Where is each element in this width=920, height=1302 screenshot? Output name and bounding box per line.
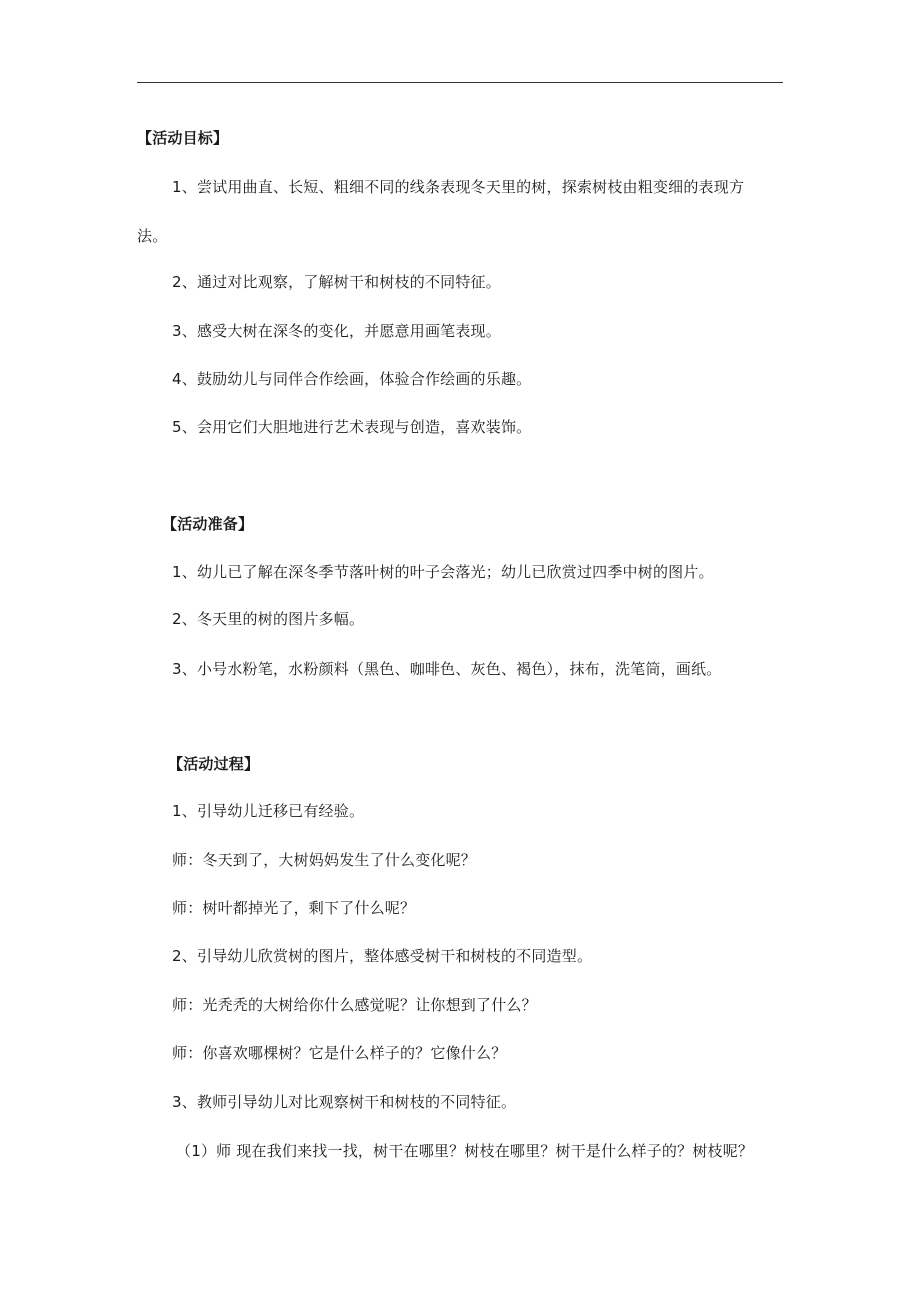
goals-item-2: 2、通过对比观察，了解树干和树枝的不同特征。: [172, 273, 501, 291]
process-question-4: 师：你喜欢哪棵树？它是什么样子的？它像什么？: [172, 1044, 507, 1062]
goals-item-3: 3、感受大树在深冬的变化，并愿意用画笔表现。: [172, 322, 501, 340]
process-question-3: 师：光秃秃的大树给你什么感觉呢？让你想到了什么？: [172, 996, 537, 1014]
goals-item-1-line-1: 1、尝试用曲直、长短、粗细不同的线条表现冬天里的树，探索树枝由粗变细的表现方: [172, 178, 745, 196]
process-step-2: 2、引导幼儿欣赏树的图片，整体感受树干和树枝的不同造型。: [172, 947, 593, 965]
preparation-item-3: 3、小号水粉笔，水粉颜料（黑色、咖啡色、灰色、褐色），抹布，洗笔筒，画纸。: [172, 660, 722, 678]
header-rule: [137, 82, 783, 83]
preparation-item-1: 1、幼儿已了解在深冬季节落叶树的叶子会落光；幼儿已欣赏过四季中树的图片。: [172, 563, 714, 581]
process-step-1: 1、引导幼儿迁移已有经验。: [172, 802, 365, 820]
preparation-item-2: 2、冬天里的树的图片多幅。: [172, 610, 365, 628]
process-step-3: 3、教师引导幼儿对比观察树干和树枝的不同特征。: [172, 1093, 517, 1111]
goals-item-5: 5、会用它们大胆地进行艺术表现与创造，喜欢装饰。: [172, 418, 532, 436]
preparation-heading: 【活动准备】: [162, 515, 254, 533]
process-substep-1: （1）师 现在我们来找一找，树干在哪里？树枝在哪里？树干是什么样子的？树枝呢？: [176, 1142, 754, 1160]
process-question-1: 师：冬天到了，大树妈妈发生了什么变化呢？: [172, 851, 477, 869]
process-question-2: 师：树叶都掉光了，剩下了什么呢？: [172, 899, 416, 917]
process-heading: 【活动过程】: [168, 755, 260, 773]
goals-item-4: 4、鼓励幼儿与同伴合作绘画，体验合作绘画的乐趣。: [172, 370, 532, 388]
goals-heading: 【活动目标】: [137, 129, 229, 147]
goals-item-1-line-2: 法。: [137, 227, 168, 245]
